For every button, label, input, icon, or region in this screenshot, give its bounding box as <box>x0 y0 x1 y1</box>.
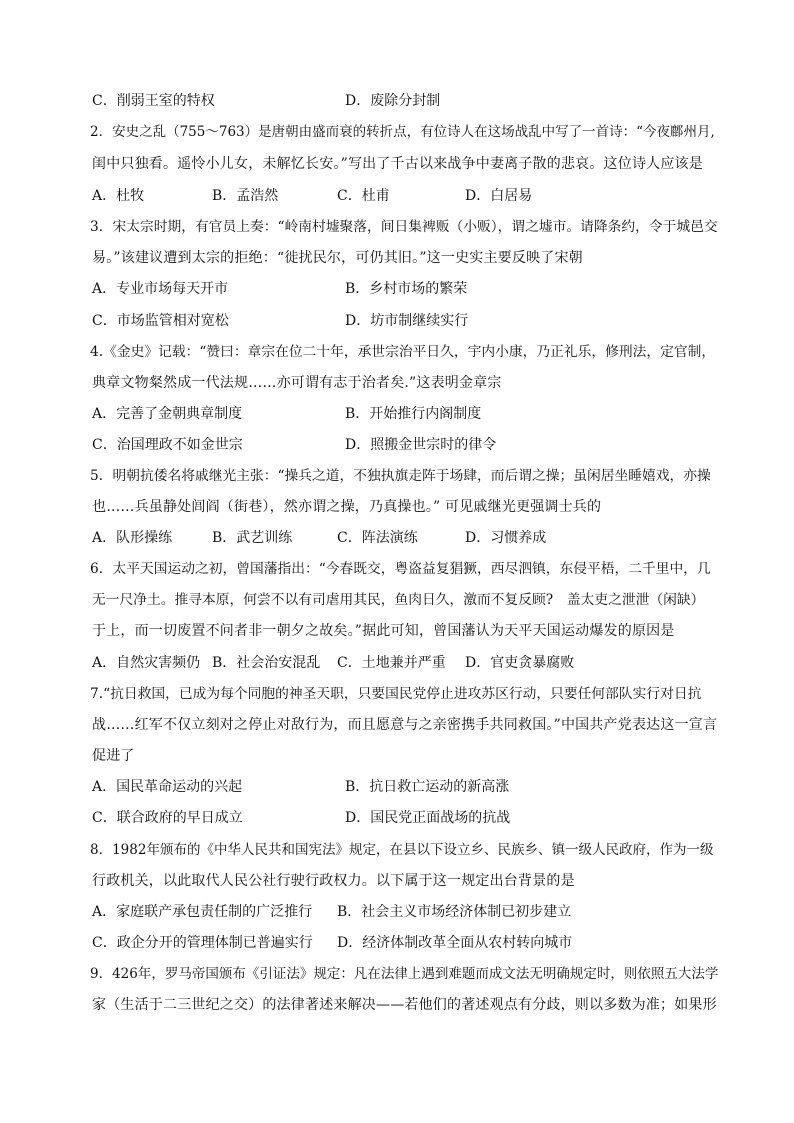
q8-option-b: B．社会主义市场经济体制已初步建立 <box>337 904 572 920</box>
q2-option-d: D．白居易 <box>465 188 533 204</box>
q5-option-d: D．习惯养成 <box>465 530 547 546</box>
q3-option-c: C．市场监管相对宽松 <box>92 313 229 329</box>
q2-option-c: C．杜甫 <box>337 188 390 204</box>
q3-stem-line-2: 易。”该建议遭到太宗的拒绝：“徙扰民尔，可仍其旧。”这一史实主要反映了宋朝 <box>92 250 583 266</box>
q4-stem-line-2: 典章文物粲然成一代法规……亦可谓有志于治者矣.”这表明金章宗 <box>92 375 502 391</box>
q3-option-d: D．坊市制继续实行 <box>345 313 469 329</box>
q7-option-d: D．国民党正面战场的抗战 <box>345 810 511 826</box>
q4-option-c: C．治国理政不如金世宗 <box>92 437 243 453</box>
q6-option-d: D．官吏贪暴腐败 <box>465 655 575 671</box>
q3-stem-line-1: 3．宋太宗时期，有官员上奏：“岭南村墟聚落，间日集裨贩（小贩），谓之墟市。请降条约，令于城邑交 <box>90 219 718 235</box>
q5-stem-line-1: 5．明朝抗倭名将戚继光主张：“操兵之道，不独执旗走阵于场肆，而后谓之操；虽闲居坐睡嬉戏，亦操 <box>90 468 711 484</box>
q8-stem-line-1: 8．1982年颁布的《中华人民共和国宪法》规定，在县以下设立乡、民族乡、镇一级人民政府，作为一级 <box>90 842 714 858</box>
q2-stem-line-2: 闺中只独看。遥怜小儿女，未解忆长安。”写出了千古以来战争中妻离子散的悲哀。这位诗人应该是 <box>92 156 703 172</box>
q7-option-a: A．国民革命运动的兴起 <box>92 779 243 795</box>
q7-option-b: B．抗日救亡运动的新高涨 <box>345 779 510 795</box>
q6-option-b: B．社会治安混乱 <box>212 655 321 671</box>
q8-stem-line-2: 行政机关，以此取代人民公社行驶行政权力。以下属于这一规定出台背景的是 <box>92 873 575 889</box>
q2-stem-line-1: 2．安史之乱（755～763）是唐朝由盛而衰的转折点，有位诗人在这场战乱中写了一首诗：“今夜鄜州月, <box>90 124 715 140</box>
q6-stem-line-3: 于上，而一切废置不问者非一朝夕之故矣。”据此可知，曾国藩认为天平天国运动爆发的原因是 <box>92 623 675 639</box>
q4-option-d: D．照搬金世宗时的律令 <box>345 437 497 453</box>
q1-option-d: D．废除分封制 <box>345 93 441 109</box>
q4-option-b: B．开始推行内阁制度 <box>345 406 482 422</box>
q5-stem-line-2: 也……兵虽静处闾阎（街巷），然亦谓之操，乃真操也。” 可见戚继光更强调士兵的 <box>92 499 602 515</box>
q8-option-c: C．政企分开的管理体制已普遍实行 <box>92 935 313 951</box>
q6-option-a: A．自然灾害频仍 <box>92 655 201 671</box>
q6-stem-line-1: 6．太平天国运动之初，曾国藩指出：“今春既交，粤盗益复猖獗，西尽泗镇，东侵平梧，二千里中，几 <box>90 561 711 577</box>
q2-option-b: B．孟浩然 <box>212 188 279 204</box>
q1-option-c: C．削弱王室的特权 <box>92 93 215 109</box>
q3-option-b: B．乡村市场的繁荣 <box>345 281 468 297</box>
q7-option-c: C．联合政府的早日成立 <box>92 810 243 826</box>
q8-option-d: D．经济体制改革全面从农村转向城市 <box>337 935 573 951</box>
q6-option-c: C．土地兼并严重 <box>337 655 446 671</box>
q7-stem-line-3: 促进了 <box>92 748 135 764</box>
q4-stem-line-1: 4.《金史》记载：“赞曰：章宗在位二十年，承世宗治平日久，宇内小康，乃正礼乐，修刑法，定官制， <box>90 344 716 360</box>
q8-option-a: A．家庭联产承包责任制的广泛推行 <box>92 904 313 920</box>
q7-stem-line-1: 7.“抗日救国，已成为每个同胞的神圣天职，只要国民党停止进攻苏区行动，只要任何部队实行对日抗 <box>90 686 702 702</box>
q7-stem-line-2: 战……红军不仅立刻对之停止对敌行为，而且愿意与之亲密携手共同救国。”中国共产党表达这一宣言 <box>92 717 718 733</box>
q9-stem-line-2: 家（生活于二三世纪之交）的法律著述来解决——若他们的著述观点有分歧，则以多数为准；如果形 <box>92 997 717 1013</box>
q2-option-a: A．杜牧 <box>92 188 145 204</box>
q5-option-a: A．队形操练 <box>92 530 173 546</box>
q6-stem-line-2: 无一尺净土。推寻本原，何尝不以有司虐用其民，鱼肉日久，激而不复反顾? 盖太吏之泄泄（闲缺） <box>92 592 705 608</box>
q9-stem-line-1: 9．426年，罗马帝国颁布《引证法》规定：凡在法律上遇到难题而成文法无明确规定时，则依照五大法学 <box>90 966 719 982</box>
q5-option-c: C．阵法演练 <box>337 530 418 546</box>
q4-option-a: A．完善了金朝典章制度 <box>92 406 243 422</box>
q5-option-b: B．武艺训练 <box>212 530 293 546</box>
q3-option-a: A．专业市场每天开市 <box>92 281 229 297</box>
